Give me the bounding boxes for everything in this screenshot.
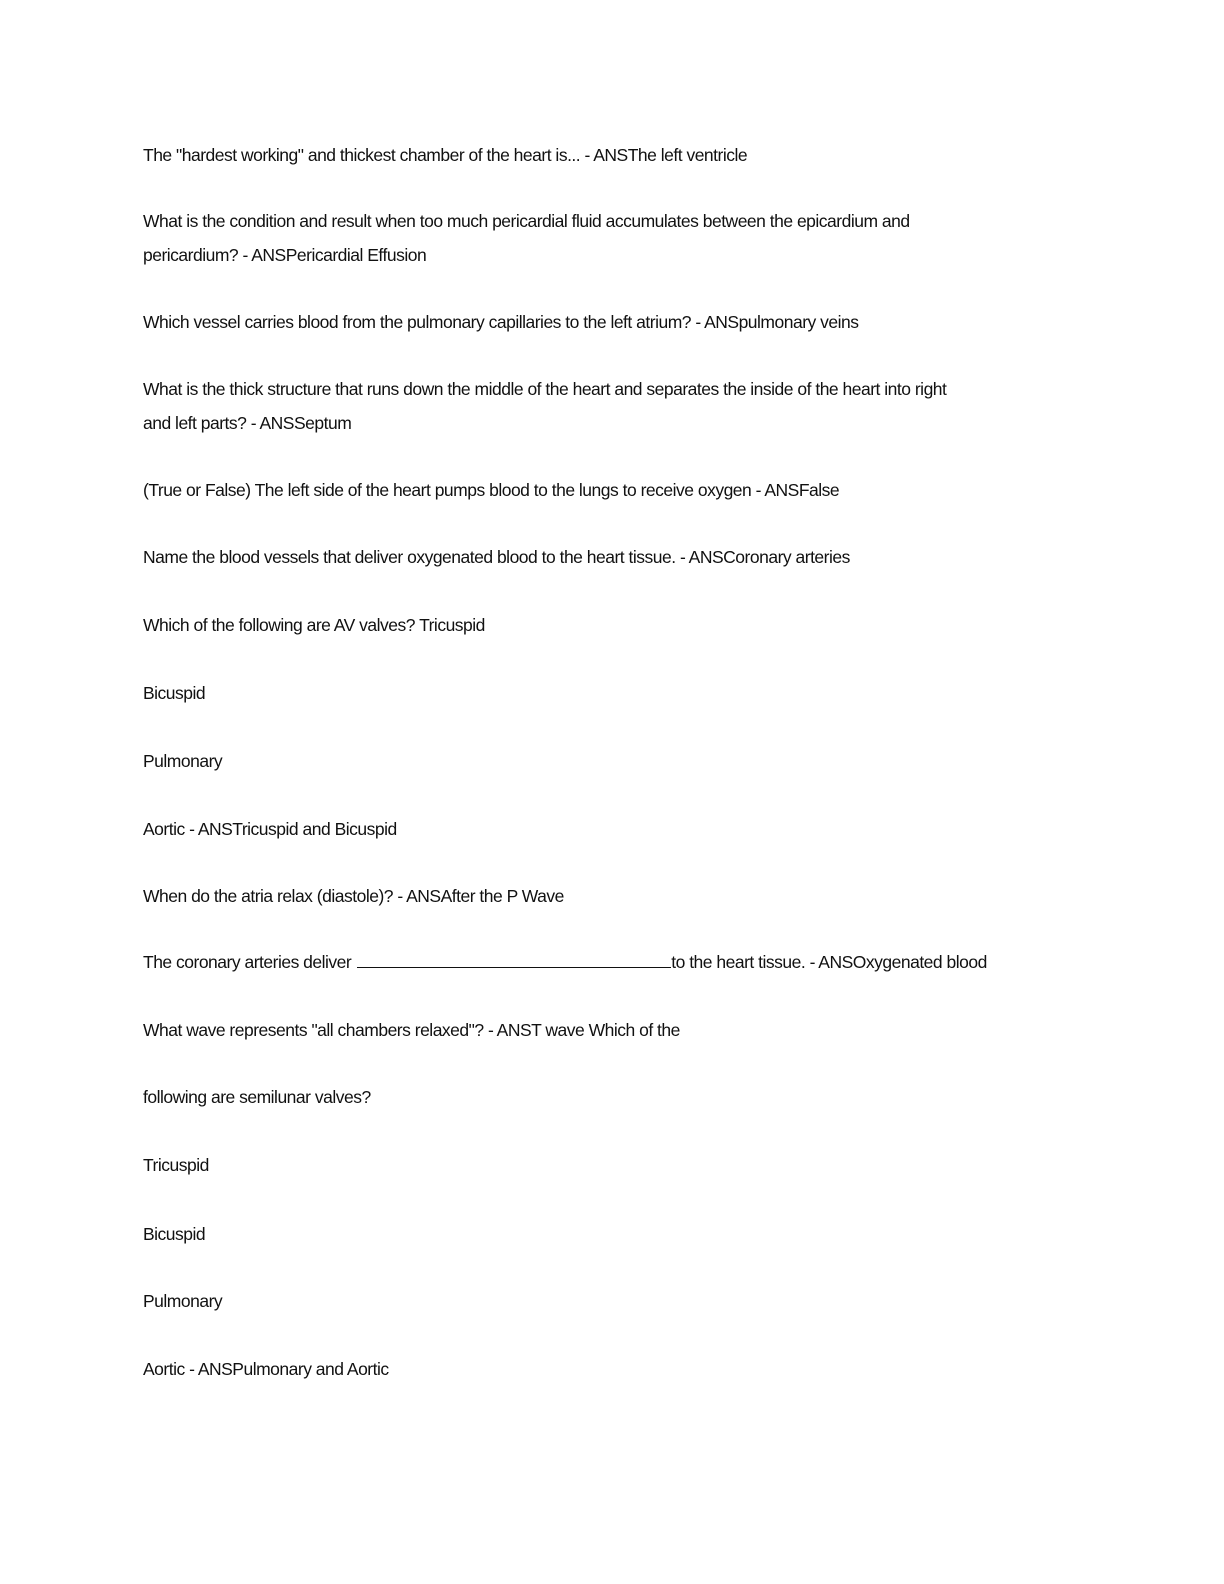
- qa-line-semilunar-question: following are semilunar valves?: [143, 1087, 371, 1107]
- qa-line-septum-answer: and left parts? - ANSSeptum: [143, 413, 352, 433]
- qa-line-coronary-arteries: Name the blood vessels that deliver oxygenated blood to the heart tissue. - ANSCoronary arteries: [143, 547, 850, 567]
- qa-line-av-option-pulmonary: Pulmonary: [143, 751, 223, 771]
- qa-line-septum-question: What is the thick structure that runs down the middle of the heart and separates the inside of the heart into right: [143, 379, 947, 399]
- fill-blank-before: The coronary arteries deliver: [143, 952, 352, 972]
- qa-line-av-valves-question: Which of the following are AV valves? Tricuspid: [143, 615, 485, 635]
- qa-line-pulmonary-veins: Which vessel carries blood from the pulmonary capillaries to the left atrium? - ANSpulmonary veins: [143, 312, 859, 332]
- qa-line-semilunar-option-bicuspid: Bicuspid: [143, 1224, 206, 1244]
- qa-line-pericardial-answer: pericardium? - ANSPericardial Effusion: [143, 245, 427, 265]
- qa-line-av-answer: Aortic - ANSTricuspid and Bicuspid: [143, 819, 397, 839]
- qa-line-t-wave: What wave represents "all chambers relaxed"? - ANST wave Which of the: [143, 1020, 680, 1040]
- qa-line-semilunar-answer: Aortic - ANSPulmonary and Aortic: [143, 1359, 389, 1379]
- qa-line-left-ventricle: The "hardest working" and thickest chamber of the heart is... - ANSThe left ventricle: [143, 145, 748, 165]
- answer-blank: [357, 949, 671, 968]
- fill-blank-after: to the heart tissue. - ANSOxygenated blood: [671, 952, 987, 972]
- qa-line-semilunar-option-pulmonary: Pulmonary: [143, 1291, 223, 1311]
- qa-line-semilunar-option-tricuspid: Tricuspid: [143, 1155, 209, 1175]
- qa-line-fill-blank: [143, 945, 1073, 979]
- qa-line-av-option-bicuspid: Bicuspid: [143, 683, 206, 703]
- qa-line-atria-relax: When do the atria relax (diastole)? - ANSAfter the P Wave: [143, 886, 564, 906]
- qa-line-true-false: (True or False) The left side of the heart pumps blood to the lungs to receive oxygen - ANSFalse: [143, 480, 840, 500]
- qa-line-pericardial-question: What is the condition and result when too much pericardial fluid accumulates between the epicardium and: [143, 211, 910, 231]
